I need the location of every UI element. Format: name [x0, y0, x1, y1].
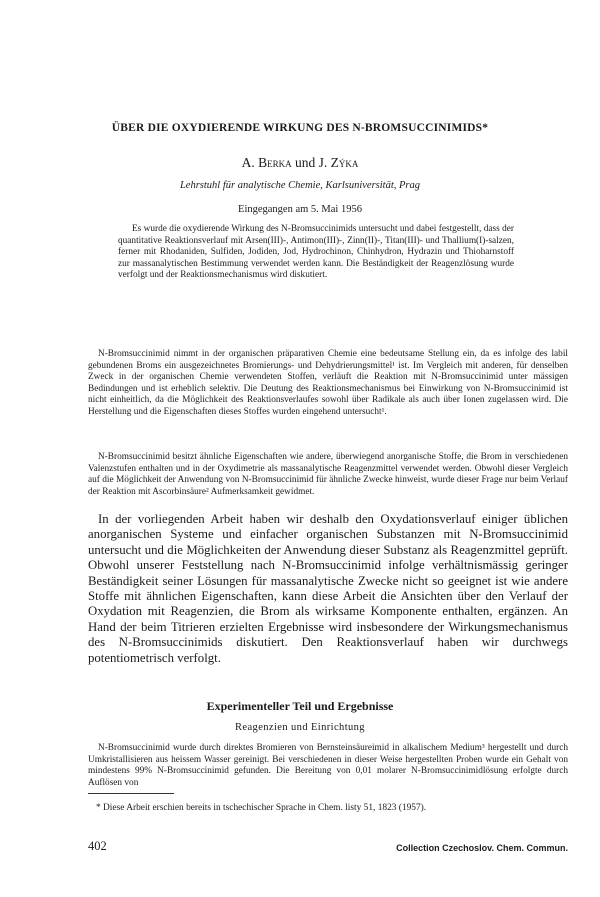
intro-paragraph-2: N-Bromsuccinimid besitzt ähnliche Eigenschaften wie andere, überwiegend anorganische Stoffe, die Brom in verschiedenen Valenzstufen enthalten und in der Oxydimetrie als massanalytische Reagenzmittel verwendet werden. Obwohl dieser Vergleich auf die Möglichkeit der Anwendung von N-Bromsuccinimid für ähnliche Zwecke hinweist, wurde dieser Frage nur beim Verlauf der Reaktion mit Ascorbinsäure² Aufmerksamkeit gewidmet.: [88, 452, 568, 497]
authors-line: [60, 155, 540, 171]
body-paragraph: N-Bromsuccinimid wurde durch direktes Bromieren von Bernsteinsäureimid in alkalischem Medium³ hergestellt und durch Umkristallisieren aus heissem Wasser gereinigt. Bei verschiedenen in dieser Weise hergestellten Proben wurde ein Gehalt von mindestens 99% N-Bromsuccinimid gefunden. Die Bereitung von 0,01 molarer N-Bromsuccinimidlösung erfolgte durch Auflösen von: [88, 743, 568, 788]
footnote-text: Diese Arbeit erschien bereits in tschechischer Sprache in Chem. listy 51, 1823 (1957).: [103, 803, 427, 813]
section-heading: Experimenteller Teil und Ergebnisse: [206, 699, 394, 713]
subsection-heading: Reagenzien und Einrichtung: [235, 722, 365, 733]
page-number: 402: [88, 839, 107, 853]
intro-paragraph-1: N-Bromsuccinimid nimmt in der organischen präparativen Chemie eine bedeutsame Stellung ein, da es infolge des labil gebundenen Broms ein ausgezeichnetes Bromierungs- und Dehydrierungsmittel¹ ist. Im Vergleich mit anderen, für denselben Zweck in der organischen Chemie verwendeten Stoffen, verläuft die Reaktion mit N-Bromsuccinimid unter mässigen Bedindungen und ist erheblich selektiv. Die Deutung des Reaktionsmechanismus bei Einwirkung von N-Bromsuccinimid ist nicht einheitlich, da die Möglichkeit des Reaktionsverlaufes sowohl über Radikale als auch über Ionen zugelassen wird. Die Herstellung und die Eigenschaften dieses Stoffes wurden eingehend untersucht¹.: [88, 349, 568, 417]
author-connector: und: [295, 155, 316, 170]
received-date: Eingegangen am 5. Mai 1956: [238, 204, 362, 215]
author-first: A. Berka: [241, 155, 292, 170]
article-title: ÜBER DIE OXYDIERENDE WIRKUNG DES N-BROMSUCCINIMIDS*: [111, 122, 489, 134]
footnote: [88, 803, 568, 813]
footnote-symbol: *: [96, 803, 101, 813]
author-second: J. Zýka: [318, 155, 359, 170]
abstract: Es wurde die oxydierende Wirkung des N-Bromsuccinimids untersucht und dabei festgestellt, dass der quantitative Reaktionsverlauf mit Arsen(III)-, Antimon(III)-, Zinn(II)-, Titan(III)- und Thallium(I)-salzen, ferner mit Rhodaniden, Sulfiden, Jodiden, Jod, Hydrochinon, Chinhydron, Hydrazin und Thioharnstoff zur massanalytischen Bestimmung verwendet werden kann. Die Beständigkeit der Reagenzlösung wurde verfolgt und der Reaktionsmechanismus wird diskutiert.: [118, 224, 514, 281]
affiliation: Lehrstuhl für analytische Chemie, Karlsuniversität, Prag: [179, 180, 421, 191]
footnote-divider: [88, 793, 174, 794]
journal-name: Collection Czechoslov. Chem. Commun.: [396, 843, 568, 853]
intro-paragraph-3: In der vorliegenden Arbeit haben wir deshalb den Oxydationsverlauf einiger üblichen anorganischen Systeme und einfacher organischen Substanzen mit N-Bromsuccinimid untersucht und die Möglichkeiten der Anwendung dieser Substanz als Reagenzmittel geprüft. Obwohl unserer Feststellung nach N-Bromsuccinimid infolge verhältnismässig geringer Beständigkeit seiner Lösungen für massanalytische Zwecke nicht so geeignet ist wie andere Stoffe mit ähnlichen Eigenschaften, kann diese Arbeit die Ansichten über den Verlauf der Oxydation mit Reagenzien, die Brom als wirksame Komponente enthalten, ergänzen. An Hand der beim Titrieren erzielten Ergebnisse wird insbesondere der Wirkungsmechanismus des N-Bromsuccinimids diskutiert. Den Reaktionsverlauf haben wir durchwegs potentiometrisch verfolgt.: [88, 512, 568, 665]
